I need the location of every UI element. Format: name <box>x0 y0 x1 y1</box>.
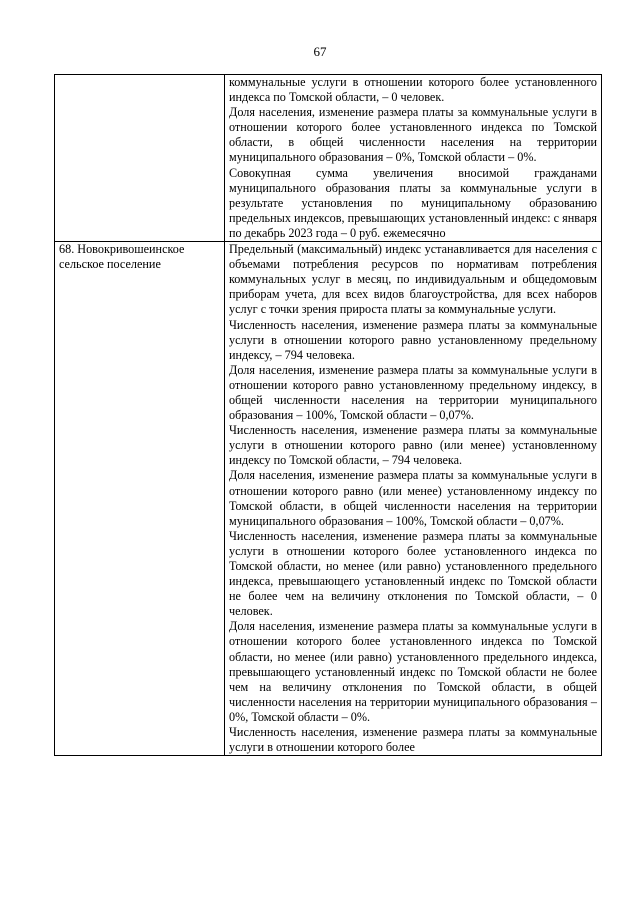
municipality-cell <box>55 242 225 756</box>
paragraph: Доля населения, изменение размера платы за коммунальные услуги в отношении которого равно установленному предельному индексу, в общей численности населения на территории муниципального образования – 100%, Томской области – 0,07%. <box>229 362 597 423</box>
paragraph: Доля населения, изменение размера платы за коммунальные услуги в отношении которого более установленного индекса по Томской области, но менее (или равно) установленного предельного индекса, превышающего установленный индекс по Томской области не более чем на величину отклонения по Томской области, в общей численности населения на территории муниципального образования – 0%, Томской области – 0%. <box>229 619 597 724</box>
table-row <box>55 242 602 756</box>
paragraph: Доля населения, изменение размера платы за коммунальные услуги в отношении которого равно (или менее) установленному индексу по Томской области, в общей численности населения на территории муниципального образования – 100%, Томской области – 0,07%. <box>229 468 597 528</box>
paragraph: Численность населения, изменение размера платы за коммунальные услуги в отношении которого равно установленному предельному индексу, – 794 человека. <box>229 317 597 362</box>
paragraph: Численность населения, изменение размера платы за коммунальные услуги в отношении которого равно (или менее) установленному индексу по Томской области, – 794 человека. <box>229 423 597 468</box>
description-cell <box>225 75 602 242</box>
municipality-name: 68. Новокривошеинское сельское поселение <box>59 242 185 272</box>
municipality-cell <box>55 75 225 242</box>
paragraph: Численность населения, изменение размера платы за коммунальные услуги в отношении которого более установленного индекса по Томской области, но менее (или равно) установленного предельного индекса, превышающего установленный индекс по Томской области не более чем на величину отклонения по Томской области, – 0 человек. <box>229 528 597 619</box>
paragraph: Совокупная сумма увеличения вносимой гражданами муниципального образования платы за коммунальные услуги в результате установления по муниципальному образованию предельных индексов, превышающих установленный индекс: с января по декабрь 2023 года – 0 руб. ежемесячно <box>229 165 597 240</box>
paragraph: Доля населения, изменение размера платы за коммунальные услуги в отношении которого более установленного индекса по Томской области, в общей численности населения на территории муниципального образования – 0%, Томской области – 0%. <box>229 105 597 165</box>
paragraph: Предельный (максимальный) индекс устанавливается для населения с объемами потребления ресурсов по нормативам потребления коммунальных услуг в месяц, по индивидуальным и общедомовым приборам учета, для всех видов благоустройства, для всех наборов услуг с точки зрения прироста платы за коммунальные услуги. <box>229 242 597 317</box>
municipality-table <box>54 74 602 756</box>
page-number: 67 <box>313 44 327 59</box>
table-row <box>55 75 602 242</box>
description-cell <box>225 242 602 756</box>
paragraph: Численность населения, изменение размера платы за коммунальные услуги в отношении которого более <box>229 725 597 755</box>
paragraph: коммунальные услуги в отношении которого более установленного индекса по Томской области, – 0 человек. <box>229 75 597 105</box>
